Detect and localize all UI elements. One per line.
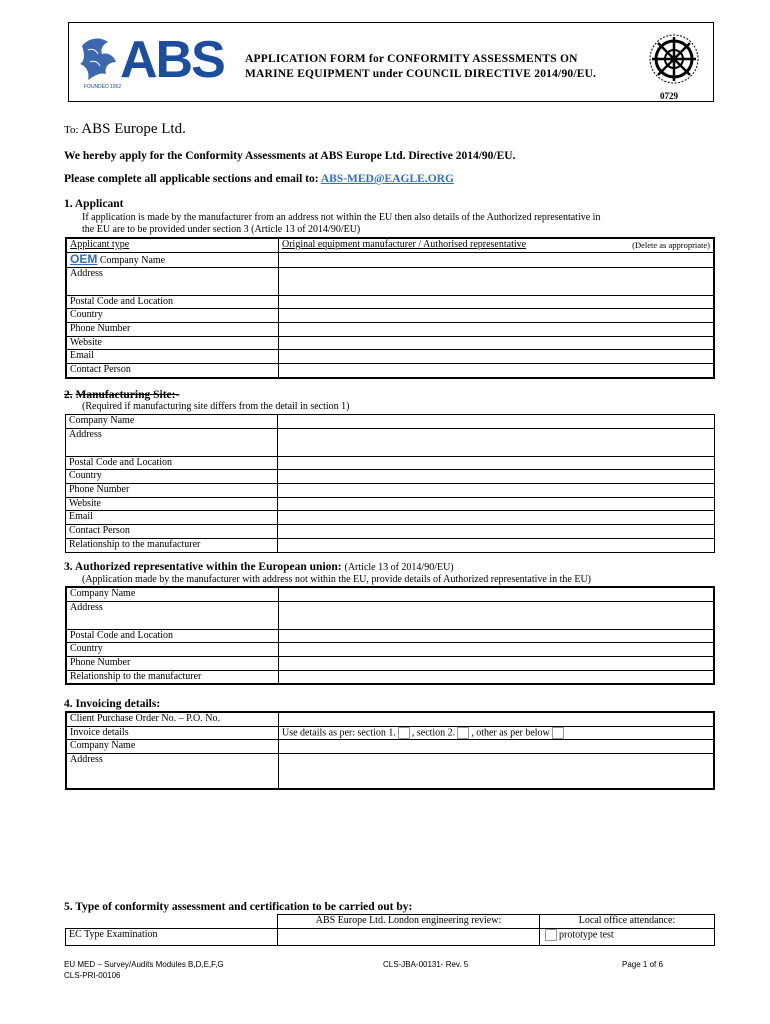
invoicing-table <box>65 711 715 790</box>
ec-type-london-field[interactable] <box>278 928 540 945</box>
title-line-2: MARINE EQUIPMENT under COUNCIL DIRECTIVE 2014/90/EU. <box>245 68 597 80</box>
table-row <box>66 336 714 350</box>
apply-line: We hereby apply for the Conformity Assessments at ABS Europe Ltd. Directive 2014/90/EU. <box>64 150 516 162</box>
other-checkbox[interactable] <box>552 727 564 739</box>
site-website-field[interactable] <box>278 497 715 511</box>
site-relationship-field[interactable] <box>278 538 715 552</box>
to-prefix: To: <box>64 124 79 136</box>
table-row <box>66 323 714 337</box>
address-label: Address <box>66 267 279 295</box>
ships-wheel-seal-icon <box>648 33 700 85</box>
email-link[interactable]: ABS-MED@EAGLE.ORG <box>320 173 454 185</box>
table-row: Contact Person <box>66 525 715 539</box>
postal-label: Postal Code and Location <box>66 295 279 309</box>
po-number-field[interactable] <box>279 712 715 726</box>
country-field[interactable] <box>279 309 715 323</box>
ec-type-label: EC Type Examination <box>66 928 278 945</box>
manufacturing-site-table <box>65 414 715 553</box>
table-row: Website <box>66 497 715 511</box>
title-line-1: APPLICATION FORM for CONFORMITY ASSESSMENTS ON <box>245 53 578 65</box>
table-row: Company Name <box>66 587 714 601</box>
invoice-address-field[interactable] <box>279 754 715 790</box>
section2-checkbox[interactable] <box>457 727 469 739</box>
form-title <box>245 52 645 82</box>
to-line <box>64 121 186 138</box>
table-row: Invoice details Use details as per: section 1. , section 2. , other as per below <box>66 726 714 740</box>
section2-note: (Required if manufacturing site differs from the detail in section 1) <box>82 401 350 412</box>
table-row <box>66 309 714 323</box>
table-row <box>66 295 714 309</box>
logo-founded: FOUNDED 1862 <box>84 84 122 90</box>
site-phone-field[interactable] <box>278 484 715 498</box>
table-row <box>66 350 714 364</box>
table-row: Address <box>66 601 714 629</box>
site-postal-field[interactable] <box>278 456 715 470</box>
invoice-company-field[interactable] <box>279 740 715 754</box>
section5-title: 5. Type of conformity assessment and certification to be carried out by: <box>64 901 413 913</box>
phone-field[interactable] <box>279 323 715 337</box>
site-email-field[interactable] <box>278 511 715 525</box>
table-row <box>66 267 714 295</box>
section1-title: 1. Applicant <box>64 198 124 210</box>
table-row <box>66 238 714 252</box>
section3-note: (Application made by the manufacturer with address not within the EU, provide details of Authorized representative in the EU) <box>82 574 592 585</box>
rep-country-field[interactable] <box>279 643 715 657</box>
footer-left-2: CLS-PRI-00106 <box>64 971 121 980</box>
table-row: Address <box>66 428 715 456</box>
applicant-type-label <box>66 238 279 252</box>
site-contact-field[interactable] <box>278 525 715 539</box>
table-row: Postal Code and Location <box>66 629 714 643</box>
section1-checkbox[interactable] <box>398 727 410 739</box>
rep-phone-field[interactable] <box>279 657 715 671</box>
section3-title: 3. Authorized representative within the European union: (Article 13 of 2014/90/EU) <box>64 561 454 573</box>
website-field[interactable] <box>279 336 715 350</box>
notified-body-number: 0729 <box>660 91 678 101</box>
website-label: Website <box>66 336 279 350</box>
section1-note-2: the EU are to be provided under section 3 (Article 13 of 2014/90/EU) <box>82 224 361 235</box>
site-company-field[interactable] <box>278 415 715 429</box>
address-field[interactable] <box>279 267 715 295</box>
applicant-type-text: Applicant type <box>70 239 130 250</box>
table-row: Phone Number <box>66 484 715 498</box>
abs-logo <box>78 30 228 94</box>
complete-prefix: Please complete all applicable sections and email to: <box>64 173 319 185</box>
table-row: Company Name <box>66 740 714 754</box>
phone-label: Phone Number <box>66 323 279 337</box>
table-row: Address <box>66 754 714 790</box>
table-row <box>66 364 714 378</box>
contact-label: Contact Person <box>66 364 279 378</box>
company-name-label: OEM Company Name <box>66 252 279 267</box>
email-label: Email <box>66 350 279 364</box>
section1-note-1: If application is made by the manufacturer from an address not within the EU then also details of the Authorized representative in <box>82 212 601 223</box>
to-name: ABS Europe Ltd. <box>81 121 186 137</box>
col-local: Local office attendance: <box>540 915 715 929</box>
table-row <box>66 915 715 929</box>
table-row <box>66 252 714 267</box>
oem-text: OEM <box>70 251 98 266</box>
assessment-table <box>65 914 715 946</box>
footer-left-1: EU MED – Survey/Audits Modules B,D,E,F,G <box>64 960 224 969</box>
applicant-options-text: Original equipment manufacturer / Authorised representative <box>282 239 527 250</box>
authorized-rep-table <box>65 586 715 685</box>
page-number: Page 1 of 6 <box>622 960 663 969</box>
logo-text: ABS <box>120 31 224 89</box>
table-row <box>66 928 715 945</box>
table-row: Country <box>66 643 714 657</box>
rep-company-field[interactable] <box>279 587 715 601</box>
rep-relationship-field[interactable] <box>279 670 715 684</box>
table-row: Email <box>66 511 715 525</box>
rep-postal-field[interactable] <box>279 629 715 643</box>
col-london: ABS Europe Ltd. London engineering review: <box>278 915 540 929</box>
section2-title: 2. Manufacturing Site:- <box>64 389 180 401</box>
complete-line <box>64 173 454 185</box>
country-label: Country <box>66 309 279 323</box>
site-address-field[interactable] <box>278 428 715 456</box>
delete-note: (Delete as appropriate) <box>632 240 710 250</box>
company-name-field[interactable] <box>279 252 715 267</box>
table-row: Relationship to the manufacturer <box>66 670 714 684</box>
ec-type-local-field: prototype test <box>540 928 715 945</box>
eagle-icon <box>78 32 122 88</box>
section4-title: 4. Invoicing details: <box>64 698 161 710</box>
table-row: Phone Number <box>66 657 714 671</box>
site-country-field[interactable] <box>278 470 715 484</box>
email-field[interactable] <box>279 350 715 364</box>
contact-field[interactable] <box>279 364 715 378</box>
table-row: Postal Code and Location <box>66 456 715 470</box>
applicant-table <box>65 237 715 379</box>
prototype-test-checkbox[interactable] <box>545 929 557 941</box>
table-row: Company Name <box>66 415 715 429</box>
applicant-type-options[interactable] <box>279 238 715 252</box>
footer-center: CLS-JBA-00131- Rev. 5 <box>383 960 469 969</box>
rep-address-field[interactable] <box>279 601 715 629</box>
invoice-details-field: Use details as per: section 1. , section 2. , other as per below <box>279 726 715 740</box>
table-row: Country <box>66 470 715 484</box>
table-row: Client Purchase Order No. – P.O. No. <box>66 712 714 726</box>
table-row: Relationship to the manufacturer <box>66 538 715 552</box>
postal-field[interactable] <box>279 295 715 309</box>
